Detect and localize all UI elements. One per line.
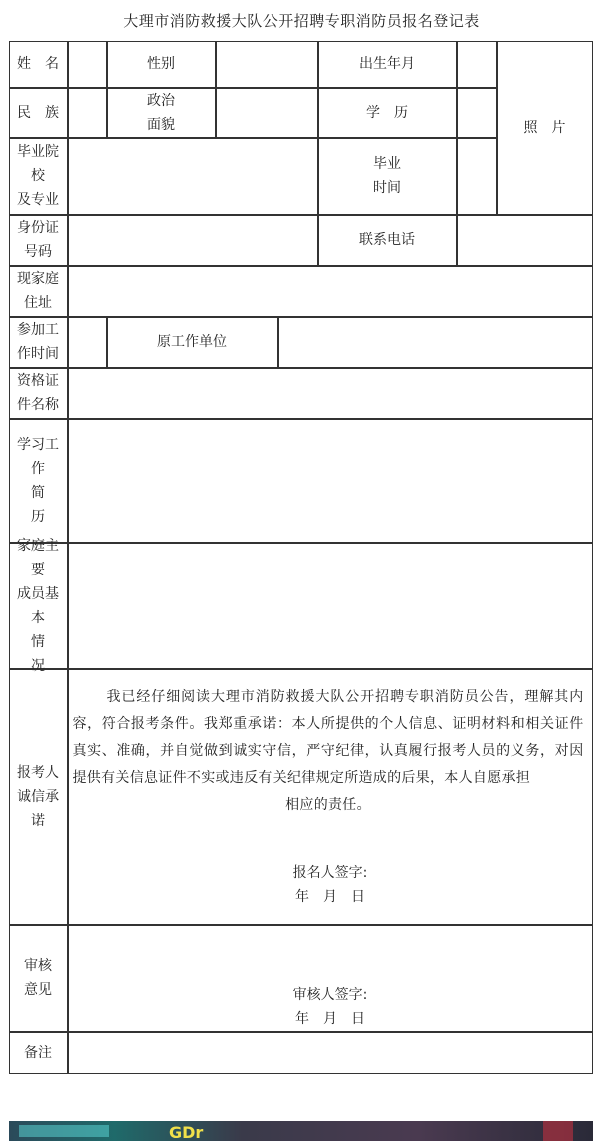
pledge-cell <box>68 669 593 925</box>
field-birth[interactable] <box>457 41 497 88</box>
field-graduation-time[interactable] <box>457 138 497 215</box>
label-school-major: 毕业院 校 及专业 <box>9 138 68 215</box>
field-address[interactable] <box>68 266 593 317</box>
label-phone: 联系电话 <box>318 215 457 266</box>
label-family: 家庭主 要 成员基 本 情 况 <box>9 543 68 669</box>
field-work-start[interactable] <box>68 317 107 368</box>
field-remarks[interactable] <box>68 1032 593 1074</box>
label-former-employer: 原工作单位 <box>107 317 278 368</box>
field-ethnicity[interactable] <box>68 88 107 138</box>
reviewer-signature[interactable]: 审核人签字: <box>292 986 368 1003</box>
field-resume[interactable] <box>68 419 593 543</box>
label-ethnicity: 民 族 <box>9 88 68 138</box>
field-family[interactable] <box>68 543 593 669</box>
label-address: 现家庭 住址 <box>9 266 68 317</box>
promo-banner-image[interactable] <box>9 1121 593 1141</box>
field-id-number[interactable] <box>68 215 318 266</box>
label-birth: 出生年月 <box>318 41 457 88</box>
label-gender: 性别 <box>107 41 216 88</box>
label-work-start: 参加工 作时间 <box>9 317 68 368</box>
label-id-number: 身份证 号码 <box>9 215 68 266</box>
label-resume: 学习工 作 简 历 <box>9 419 68 543</box>
pledge-text <box>73 684 584 819</box>
label-review: 审核 意见 <box>9 925 68 1032</box>
pledge-paragraph-end: 相应的责任。 <box>285 796 371 813</box>
review-date[interactable]: 年 月 日 <box>295 1010 365 1027</box>
label-political-status: 政治 面貌 <box>107 88 216 138</box>
banner-text: GDr <box>169 1123 204 1141</box>
field-phone[interactable] <box>457 215 593 266</box>
label-graduation-time: 毕业 时间 <box>318 138 457 215</box>
review-cell[interactable] <box>68 925 593 1032</box>
pledge-paragraph: 我已经仔细阅读大理市消防救援大队公开招聘专职消防员公告，理解其内容，符合报考条件。我郑重承诺：本人所提供的个人信息、证明材料和相关证件真实、准确，并自觉做到诚实守信，严守纪律，认真履行报考人员的义务，对因提供有关信息证件不实或违反有关纪律规定所造成的后果，本人自愿承担 <box>72 688 584 786</box>
applicant-date[interactable]: 年 月 日 <box>295 888 365 905</box>
label-name: 姓 名 <box>9 41 68 88</box>
field-gender[interactable] <box>216 41 318 88</box>
label-remarks: 备注 <box>9 1032 68 1074</box>
banner-glow <box>19 1125 109 1137</box>
label-qualification: 资格证 件名称 <box>9 368 68 419</box>
label-education: 学 历 <box>318 88 457 138</box>
registration-form <box>9 41 593 1074</box>
form-title: 大理市消防救援大队公开招聘专职消防员报名登记表 <box>123 12 480 30</box>
field-former-employer[interactable] <box>278 317 593 368</box>
banner-decor <box>543 1121 573 1141</box>
label-pledge: 报考人 诚信承 诺 <box>9 669 68 925</box>
field-political-status[interactable] <box>216 88 318 138</box>
photo-box: 照 片 <box>497 41 593 215</box>
applicant-signature[interactable]: 报名人签字: <box>292 864 368 881</box>
field-school-major[interactable] <box>68 138 318 215</box>
field-name[interactable] <box>68 41 107 88</box>
field-qualification[interactable] <box>68 368 593 419</box>
field-education[interactable] <box>457 88 497 138</box>
